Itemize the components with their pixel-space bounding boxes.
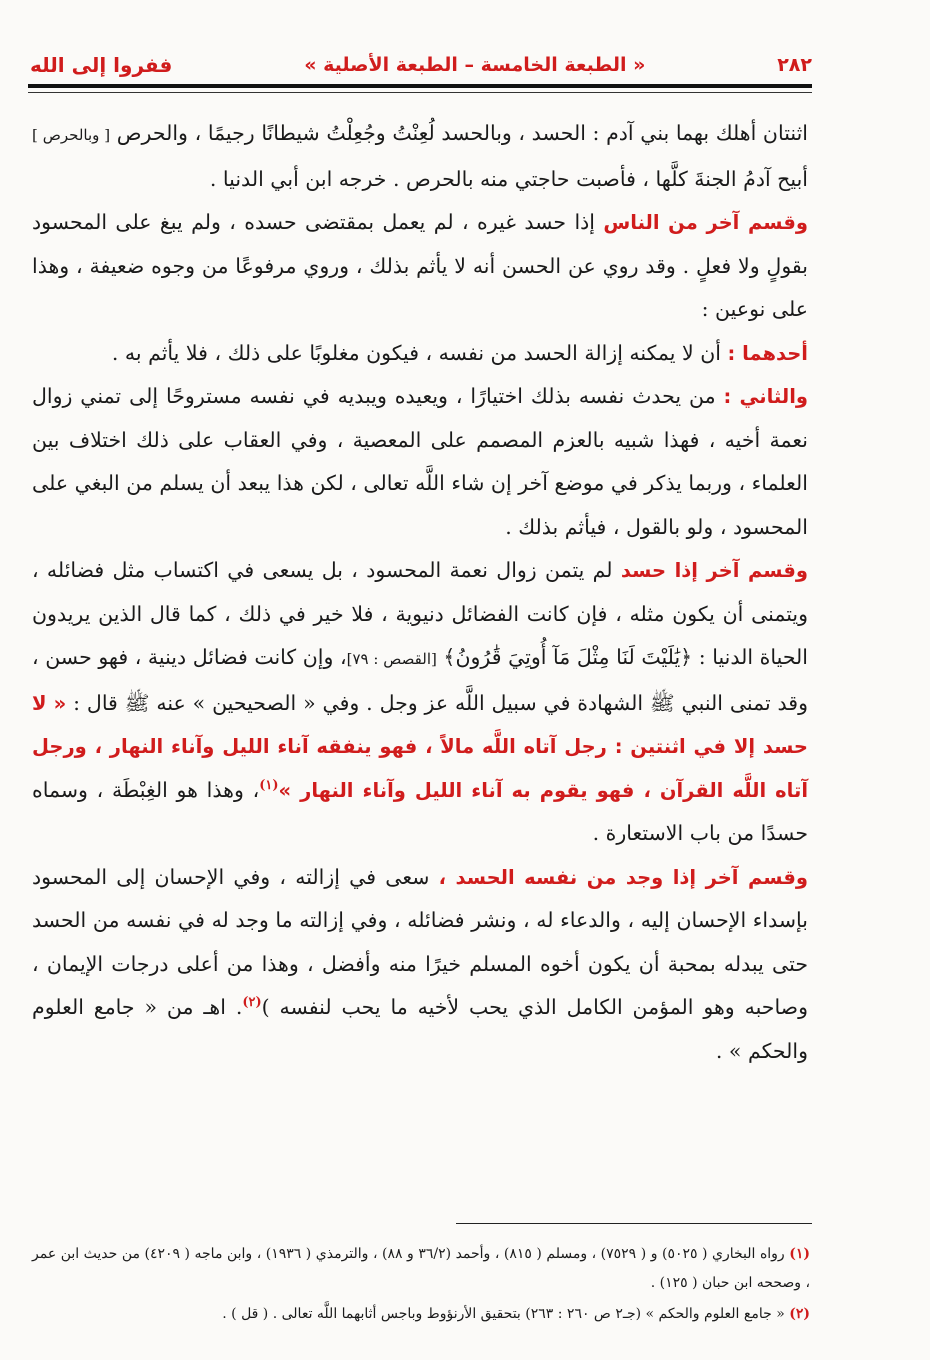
paragraph-text: . اهـ من « جامع العلوم والحكم » .: [32, 995, 808, 1063]
paragraph-text: أن لا يمكنه إزالة الحسد من نفسه ، فيكون مغلوبًا على ذلك ، فلا يأثم به .: [111, 340, 728, 365]
section-lead: وقسم آخر إذا وجد من نفسه الحسد ،: [438, 865, 808, 889]
paragraph-4: [32, 375, 808, 549]
paragraph-text: ، وهذا هو الغِبْطَة ، وسماه حسدًا من باب الاستعارة .: [32, 777, 808, 845]
page-number: ٢٨٢: [777, 54, 812, 76]
footnote-ref-2[interactable]: (٢): [242, 995, 262, 1011]
footnote-1: [32, 1240, 810, 1298]
main-text: [32, 112, 808, 1073]
paragraph-text: أبيح آدمُ الجنةَ كلَّها ، فأصبت حاجتي منه بالحرص . خرجه ابن أبي الدنيا .: [209, 166, 808, 191]
paragraph-text: سعى في إزالته ، وفي الإحسان إلى المحسود بإسداء الإحسان إليه ، والدعاء له ، ونشر فضائله ، وفي إزالته ما وجد له في نفسه من الحسد حتى يبدله بمحبة أن يكون أخوه المسلم خيرًا منه وأفضل ، وهذا من أعلى درجات الإيمان ، وصاحبه وهو المؤمن الكامل الذي يحب لأخيه ما يحب لنفسه ): [32, 864, 808, 1019]
hadith-quote: « لا حسد إلا في اثنتين : رجل آتاه اللَّه مالاً ، فهو ينفقه آناء الليل وآناء النهار ، ورجل آتاه اللَّه القرآن ، فهو يقوم به آناء الليل وآناء النهار »: [32, 691, 808, 802]
book-title: ففروا إلى الله: [30, 53, 173, 77]
header-rule-thin: [28, 92, 812, 93]
footnote-number: (٢): [789, 1306, 810, 1322]
paragraph-2: [32, 201, 808, 332]
section-lead: وقسم آخر إذا حسد: [620, 559, 808, 582]
footnote-text: « جامع العلوم والحكم » (جـ٢ ص ٢٦٠ : ٢٦٣) بتحقيق الأرنؤوط وباجس أثابهما اللَّه تعالى . ( قل ) .: [222, 1306, 785, 1322]
section-lead: وقسم آخر من الناس: [603, 211, 808, 234]
page-header: [30, 48, 812, 82]
paragraph-text: إذا حسد غيره ، لم يعمل بمقتضى حسده ، ولم يبغ على المحسود بقولٍ ولا فعلٍ . وقد روي عن الحسن أنه لا يأثم بذلك ، وروي مرفوعًا من وجوه ضعيفة ، وهذا على نوعين :: [32, 210, 808, 321]
quran-reference: [القصص : ٧٩]: [346, 650, 437, 668]
header-rule-thick: [28, 84, 812, 88]
section-lead: أحدهما :: [727, 341, 808, 365]
paragraph-text: من يحدث نفسه بذلك اختيارًا ، ويعيده ويبديه في نفسه مستروحًا إلى تمني زوال نعمة أخيه ، فهذا شبيه بالعزم المصمم على المعصية ، وفي العقاب على ذلك اختلاف بين العلماء ، وربما يذكر في موضع آخر إن شاء اللَّه تعالى ، لكن هذا يبعد أن يسلم من البغي على المحسود ، ولو بالقول ، فيأثم بذلك .: [32, 384, 808, 539]
footnote-rule: [456, 1223, 812, 1224]
edition-label: « الطبعة الخامسة – الطبعة الأصلية »: [304, 54, 646, 76]
paragraph-1: [32, 112, 808, 201]
bracket-note: [ وبالحرص ]: [32, 126, 111, 144]
paragraph-3: [32, 332, 808, 376]
footnote-ref-1[interactable]: (١): [259, 777, 279, 793]
section-lead: والثاني :: [723, 385, 808, 408]
paragraph-5: [32, 549, 808, 856]
paragraph-6: [32, 856, 808, 1074]
footnote-2: [32, 1300, 810, 1329]
paragraph-text: اثنتان أهلك بهما بني آدم : الحسد ، وبالحسد لُعِنْتُ وجُعِلْتُ شيطانًا رجيمًا ، والحرص: [110, 121, 809, 145]
paragraph-text: لم يتمن زوال نعمة المحسود ، بل يسعى في اكتساب مثل فضائله ، ويتمنى أن يكون مثله ، فإن كانت الفضائل دنيوية ، فلا خير في ذلك ، كما قال الذين يريدون الحياة الدنيا : ﴿يَٰلَيْتَ لَنَا مِثْلَ مَآ أُوتِيَ قَٰرُونُ﴾: [32, 558, 808, 669]
footnote-text: رواه البخاري ( ٥٠٢٥) و ( ٧٥٢٩) ، ومسلم ( ٨١٥) ، وأحمد (٣٦/٢ و ٨٨) ، والترمذي ( ١٩٣٦) ، وابن ماجه ( ٤٢٠٩) من حديث ابن عمر ، وصححه ابن حبان ( ١٢٥) .: [32, 1246, 810, 1291]
footnote-number: (١): [789, 1246, 811, 1262]
footnotes: [32, 1240, 810, 1331]
paragraph-text: ، وإن كانت فضائل دينية ، فهو حسن ، وقد تمنى النبي ﷺ الشهادة في سبيل اللَّه عز وجل . وفي « الصحيحين » عنه ﷺ قال :: [32, 645, 808, 715]
